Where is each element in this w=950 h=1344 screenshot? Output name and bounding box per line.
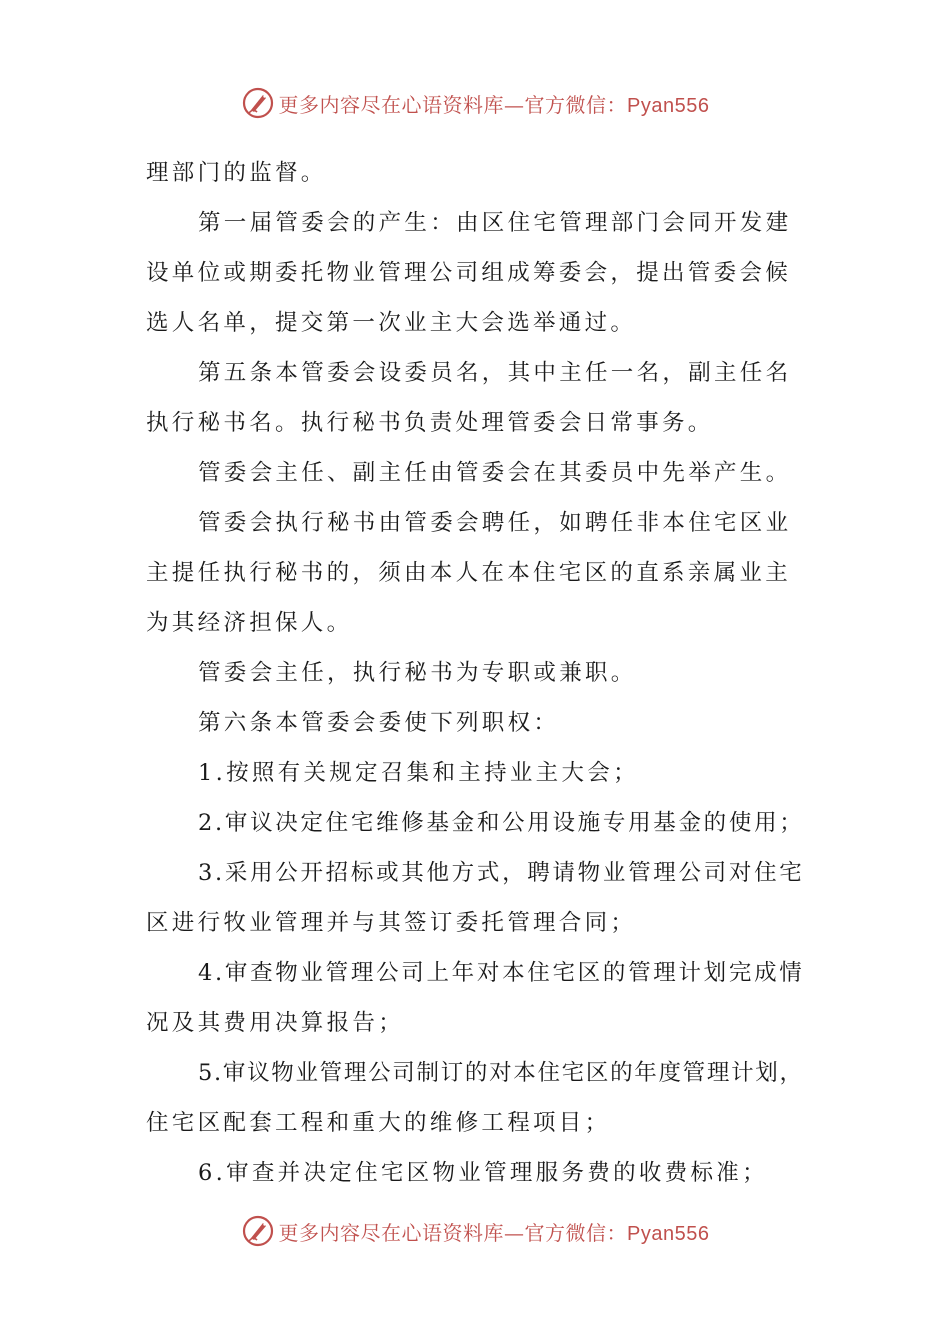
- watermark-wechat-id: Pyan556: [627, 1222, 710, 1245]
- text-line: 第五条本管委会设委员名，其中主任一名，副主任名: [198, 360, 792, 386]
- header-watermark: [0, 83, 950, 123]
- watermark-wechat-label: 官方微信：: [524, 1220, 628, 1245]
- text-line: 选人名单，提交第一次业主大会选举通过。: [146, 310, 637, 336]
- text-line: 为其经济担保人。: [146, 610, 353, 636]
- watermark-dash: —: [504, 92, 525, 117]
- watermark-wechat-id: Pyan556: [627, 94, 710, 117]
- text-line: 设单位或期委托物业管理公司组成筹委会，提出管委会候: [146, 260, 792, 286]
- text-line: 第一届管委会的产生：由区住宅管理部门会同开发建: [198, 210, 792, 236]
- footer-watermark: [0, 1211, 950, 1251]
- text-line: 区进行牧业管理并与其签订委托管理合同；: [146, 910, 637, 936]
- text-line: 第六条本管委会委使下列职权：: [198, 710, 560, 736]
- watermark-dash: —: [504, 1220, 525, 1245]
- text-line: 2.审议决定住宅维修基金和公用设施专用基金的使用；: [198, 810, 805, 836]
- watermark-main-text: 更多内容尽在心语资料库: [278, 1220, 505, 1245]
- text-line: 6.审查并决定住宅区物业管理服务费的收费标准；: [198, 1160, 768, 1186]
- pen-logo-icon: [241, 86, 275, 120]
- watermark-main-text: 更多内容尽在心语资料库: [278, 92, 505, 117]
- text-line: 管委会主任、副主任由管委会在其委员中先举产生。: [198, 460, 792, 486]
- watermark-wechat-label: 官方微信：: [524, 92, 628, 117]
- text-line: 况及其费用决算报告；: [146, 1010, 405, 1036]
- pen-logo-icon: [241, 1214, 275, 1248]
- text-line: 执行秘书名。执行秘书负责处理管委会日常事务。: [146, 410, 714, 436]
- text-line: 5.审议物业管理公司制订的对本住宅区的年度管理计划，: [198, 1060, 804, 1086]
- text-line: 管委会主任，执行秘书为专职或兼职。: [198, 660, 637, 686]
- text-line: 管委会执行秘书由管委会聘任，如聘任非本住宅区业: [198, 510, 792, 536]
- text-line: 住宅区配套工程和重大的维修工程项目；: [146, 1110, 611, 1136]
- text-line: 主提任执行秘书的，须由本人在本住宅区的直系亲属业主: [146, 560, 792, 586]
- text-line: 理部门的监督。: [146, 160, 327, 186]
- text-line: 4.审查物业管理公司上年对本住宅区的管理计划完成情: [198, 960, 805, 986]
- text-line: 1.按照有关规定召集和主持业主大会；: [198, 760, 639, 786]
- text-line: 3.采用公开招标或其他方式，聘请物业管理公司对住宅: [198, 860, 805, 886]
- document-body: [146, 148, 808, 1198]
